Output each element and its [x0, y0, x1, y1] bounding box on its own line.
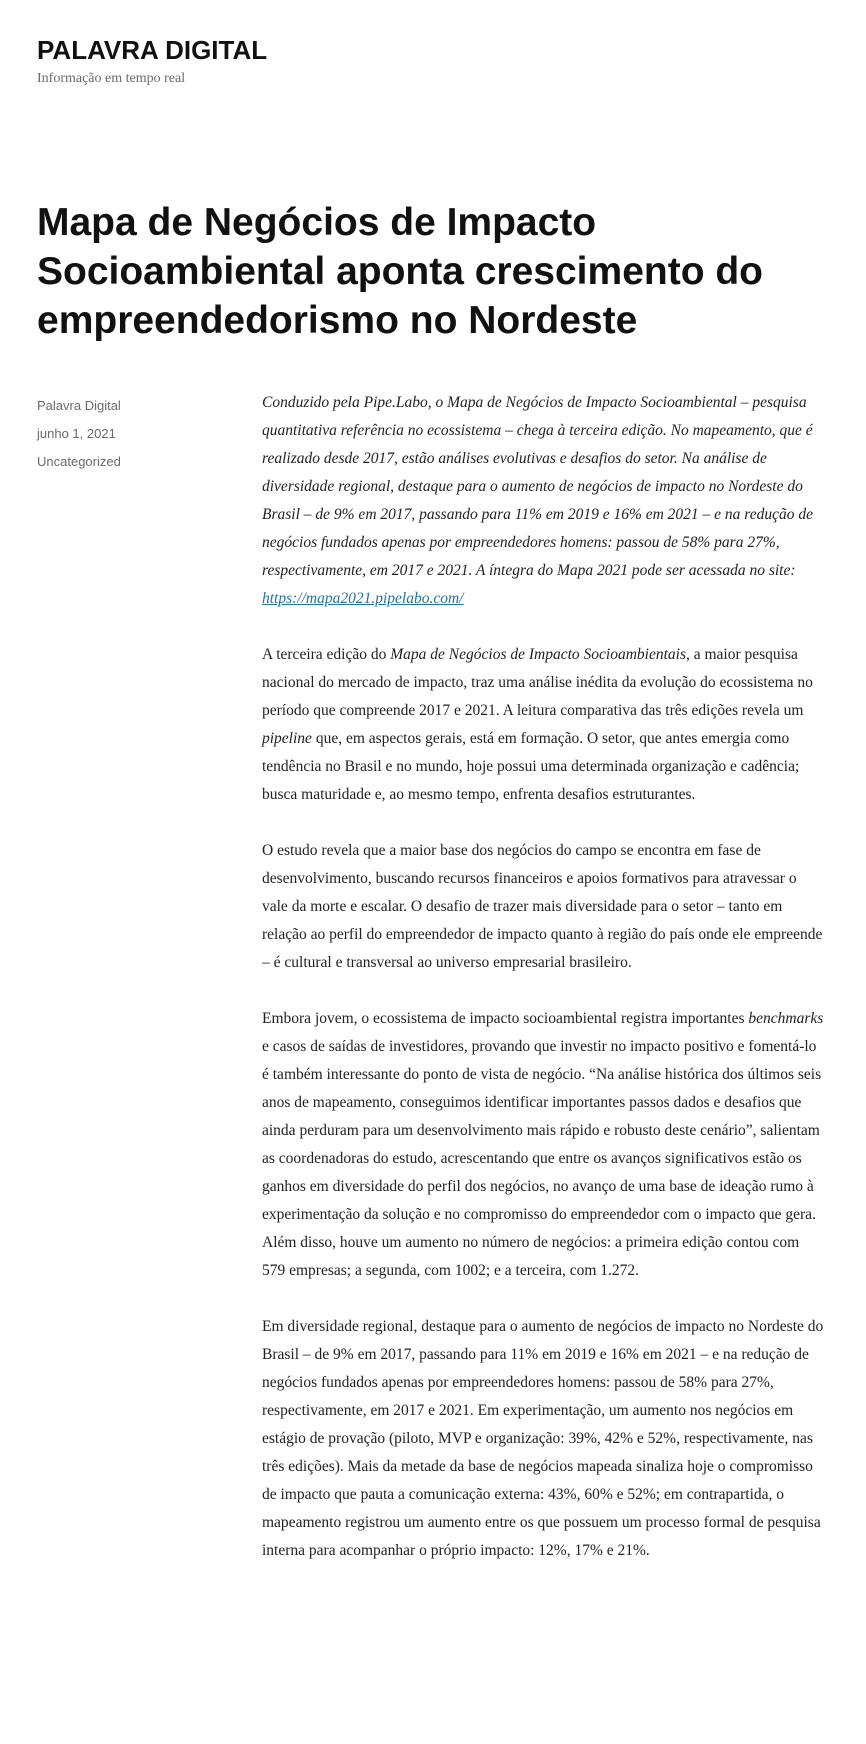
paragraph-3-text-a: Embora jovem, o ecossistema de impacto socioambiental registra importantes [262, 1010, 749, 1027]
paragraph-3-emphasis-benchmarks: benchmarks [748, 1010, 824, 1027]
post-category-link[interactable]: Uncategorized [37, 454, 121, 469]
site-title-link[interactable]: PALAVRA DIGITAL [37, 35, 268, 65]
post-content [262, 389, 826, 1593]
paragraph-3 [262, 1005, 826, 1285]
site-description: Informação em tempo real [37, 71, 186, 86]
site-header [37, 30, 267, 87]
paragraph-1-text-c: que, em aspectos gerais, está em formação. O setor, que antes emergia como tendência no Brasil e no mundo, hoje possui uma determinada organização e cadência; busca maturidade e, ao mesmo tempo, enfrenta desafios estruturantes. [262, 730, 800, 803]
post-title: Mapa de Negócios de Impacto Socioambiental aponta crescimento do empreendedorismo no Nordeste [37, 201, 763, 342]
paragraph-1 [262, 641, 826, 809]
paragraph-1-text-a: A terceira edição do [262, 646, 391, 663]
post-meta [37, 392, 121, 476]
post-date-link[interactable]: junho 1, 2021 [37, 426, 116, 441]
paragraph-1-text-b: , a maior pesquisa nacional do mercado de impacto, traz uma análise inédita da evolução do ecossistema no período que compreende 2017 e 2021. A leitura comparativa das três edições revela um [262, 646, 813, 719]
lead-text: Conduzido pela Pipe.Labo, o Mapa de Negócios de Impacto Socioambiental – pesquisa quantitativa referência no ecossistema – chega à terceira edição. No mapeamento, que é realizado desde 2017, estão análises evolutivas e desafios do setor. Na análise de diversidade regional, destaque para o aumento de negócios de impacto no Nordeste do Brasil – de 9% em 2017, passando para 11% em 2019 e 16% em 2021 – e na redução de negócios fundados apenas por empreendedores homens: passou de 58% para 27%, respectivamente, em 2017 e 2021. A íntegra do Mapa 2021 pode ser acessada no site: [262, 394, 814, 579]
paragraph-2: O estudo revela que a maior base dos negócios do campo se encontra em fase de desenvolvimento, buscando recursos financeiros e apoios formativos para atravessar o vale da morte e escalar. O desafio de trazer mais diversidade para o setor – tanto em relação ao perfil do empreendedor de impacto quanto à região do país onde ele empreende – é cultural e transversal ao universo empresarial brasileiro. [262, 842, 823, 971]
paragraph-1-emphasis-pipeline: pipeline [262, 730, 312, 747]
mapa-2021-link[interactable]: https://mapa2021.pipelabo.com/ [262, 590, 464, 607]
post-author-link[interactable]: Palavra Digital [37, 398, 121, 413]
paragraph-3-text-b: e casos de saídas de investidores, provando que investir no impacto positivo e fomentá-lo é também interessante do ponto de vista de negócio. “Na análise histórica dos últimos seis anos de mapeamento, conseguimos identificar importantes passos dados e desafios que ainda perduram para um desenvolvimento mais rápido e robusto deste cenário”, salientam as coordenadoras do estudo, acrescentando que entre os avanços significativos estão os ganhos em diversidade do perfil dos negócios, no avanço de uma base de ideação rumo à experimentação da solução e no compromisso do empreendedor com o impacto que gera. Além disso, houve um aumento no número de negócios: a primeira edição contou com 579 empresas; a segunda, com 1002; e a terceira, com 1.272. [262, 1038, 822, 1279]
lead-paragraph [262, 389, 826, 613]
paragraph-1-emphasis-title: Mapa de Negócios de Impacto Socioambientais [390, 646, 686, 663]
paragraph-4: Em diversidade regional, destaque para o aumento de negócios de impacto no Nordeste do Brasil – de 9% em 2017, passando para 11% em 2019 e 16% em 2021 – e na redução de negócios fundados apenas por empreendedores homens: passou de 58% para 27%, respectivamente, em 2017 e 2021. Em experimentação, um aumento nos negócios em estágio de provação (piloto, MVP e organização: 39%, 42% e 52%, respectivamente, nas três edições). Mais da metade da base de negócios mapeada sinaliza hoje o compromisso de impacto que pauta a comunicação externa: 43%, 60% e 52%; em contrapartida, o mapeamento registrou um aumento entre os que possuem um processo formal de pesquisa interna para acompanhar o próprio impacto: 12%, 17% e 21%. [262, 1318, 824, 1559]
